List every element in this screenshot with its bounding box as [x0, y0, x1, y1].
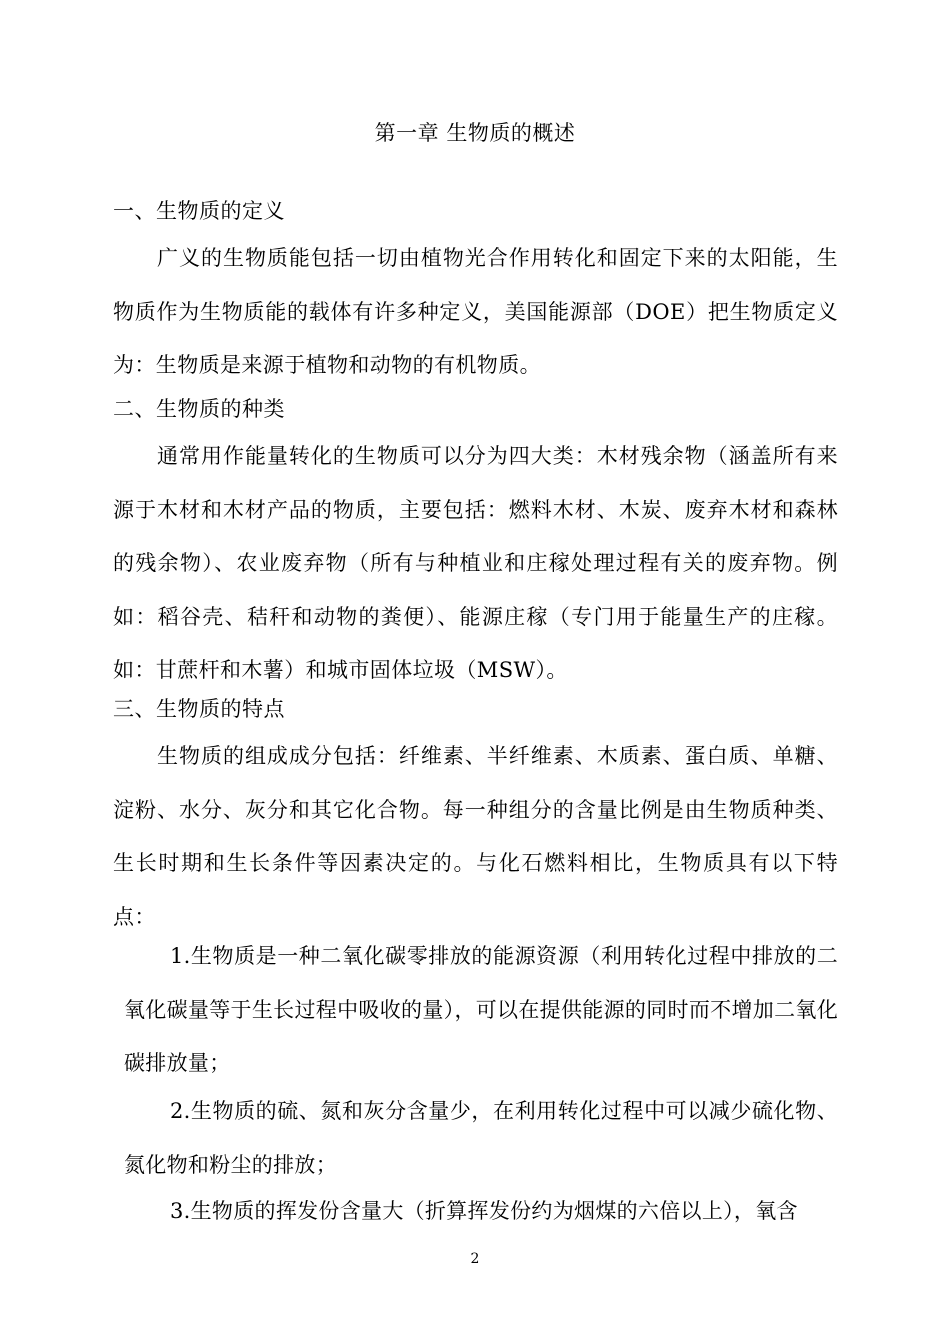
section-heading-types: 二、生物质的种类 — [113, 397, 285, 421]
paragraph-definition: 广义的生物质能包括一切由植物光合作用转化和固定下来的太阳能，生物质作为生物质能的载体有许多种定义，美国能源部（DOE）把生物质定义为：生物质是来源于植物和动物的有机物质。 — [113, 246, 838, 377]
section-heading-features: 三、生物质的特点 — [113, 697, 285, 721]
paragraph-types: 通常用作能量转化的生物质可以分为四大类：木材残余物（涵盖所有来源于木材和木材产品的物质，主要包括：燃料木材、木炭、废弃木材和森林的残余物）、农业废弃物（所有与种植业和庄稼处理过程有关的废弃物。例如：稻谷壳、秸秆和动物的粪便）、能源庄稼（专门用于能量生产的庄稼。如：甘蔗杆和木薯）和城市固体垃圾（MSW）。 — [113, 444, 838, 682]
section-heading-definition: 一、生物质的定义 — [113, 199, 285, 223]
chapter-title: 第一章 生物质的概述 — [374, 121, 576, 145]
paragraph-features: 生物质的组成成分包括：纤维素、半纤维素、木质素、蛋白质、单糖、淀粉、水分、灰分和其它化合物。每一种组分的含量比例是由生物质种类、生长时期和生长条件等因素决定的。与化石燃料相比，生物质具有以下特点： — [113, 744, 838, 929]
list-item-1: 1.生物质是一种二氧化碳零排放的能源资源（利用转化过程中排放的二氧化碳量等于生长过程中吸收的量），可以在提供能源的同时而不增加二氧化碳排放量； — [124, 944, 838, 1075]
list-item-3: 3.生物质的挥发份含量大（折算挥发份约为烟煤的六倍以上），氧含 — [170, 1199, 798, 1223]
list-item-2: 2.生物质的硫、氮和灰分含量少，在利用转化过程中可以减少硫化物、氮化物和粉尘的排放； — [124, 1099, 838, 1177]
page-number: 2 — [470, 1251, 480, 1267]
